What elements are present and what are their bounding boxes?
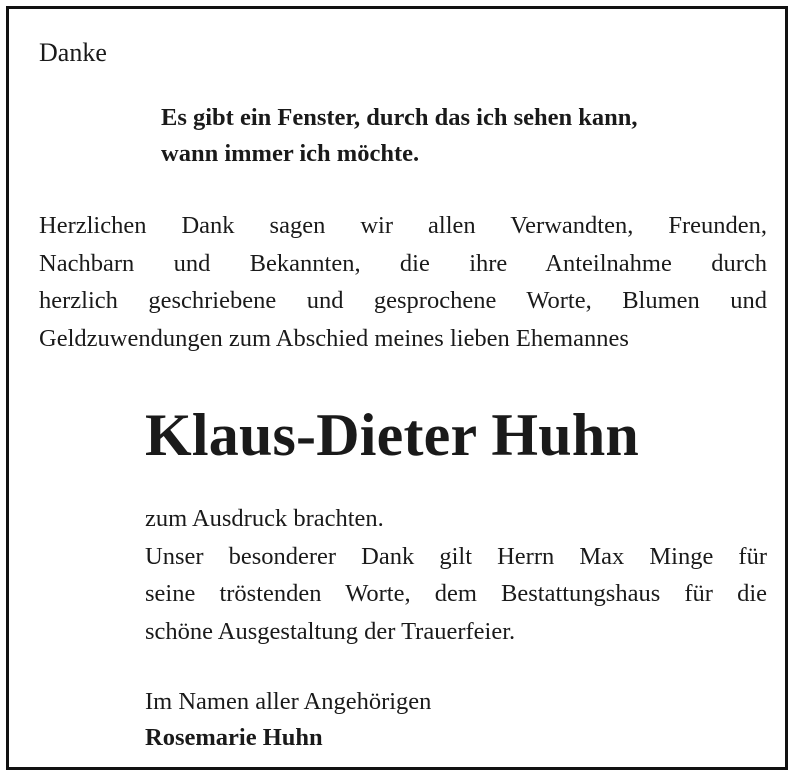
closing-line: Im Namen aller Angehörigen (145, 688, 432, 715)
body-line: schöne Ausgestaltung der Trauerfeier. (145, 617, 516, 645)
intro-line: herzlich geschriebene und gesprochene Worte, Blumen und (39, 287, 767, 314)
intro-paragraph (39, 207, 767, 357)
signature: Rosemarie Huhn (145, 724, 323, 751)
body-line: zum Ausdruck brachten. (145, 505, 384, 532)
obituary-thank-you-notice (6, 6, 788, 770)
quote-line: wann immer ich möchte. (161, 140, 420, 167)
body-line: seine tröstenden Worte, dem Bestattungshaus für die (145, 580, 767, 607)
notice-heading: Danke (39, 38, 107, 67)
intro-line: Geldzuwendungen zum Abschied meines lieben Ehemannes (39, 324, 629, 352)
quote-line: Es gibt ein Fenster, durch das ich sehen kann, (161, 104, 638, 131)
intro-line: Herzlichen Dank sagen wir allen Verwandten, Freunden, (39, 212, 767, 239)
closing-block (145, 684, 431, 756)
body-paragraph (145, 500, 767, 650)
deceased-name: Klaus-Dieter Huhn (145, 402, 640, 468)
intro-line: Nachbarn und Bekannten, die ihre Anteilnahme durch (39, 249, 767, 277)
quote-block (161, 100, 741, 172)
body-line: Unser besonderer Dank gilt Herrn Max Minge für (145, 542, 767, 570)
